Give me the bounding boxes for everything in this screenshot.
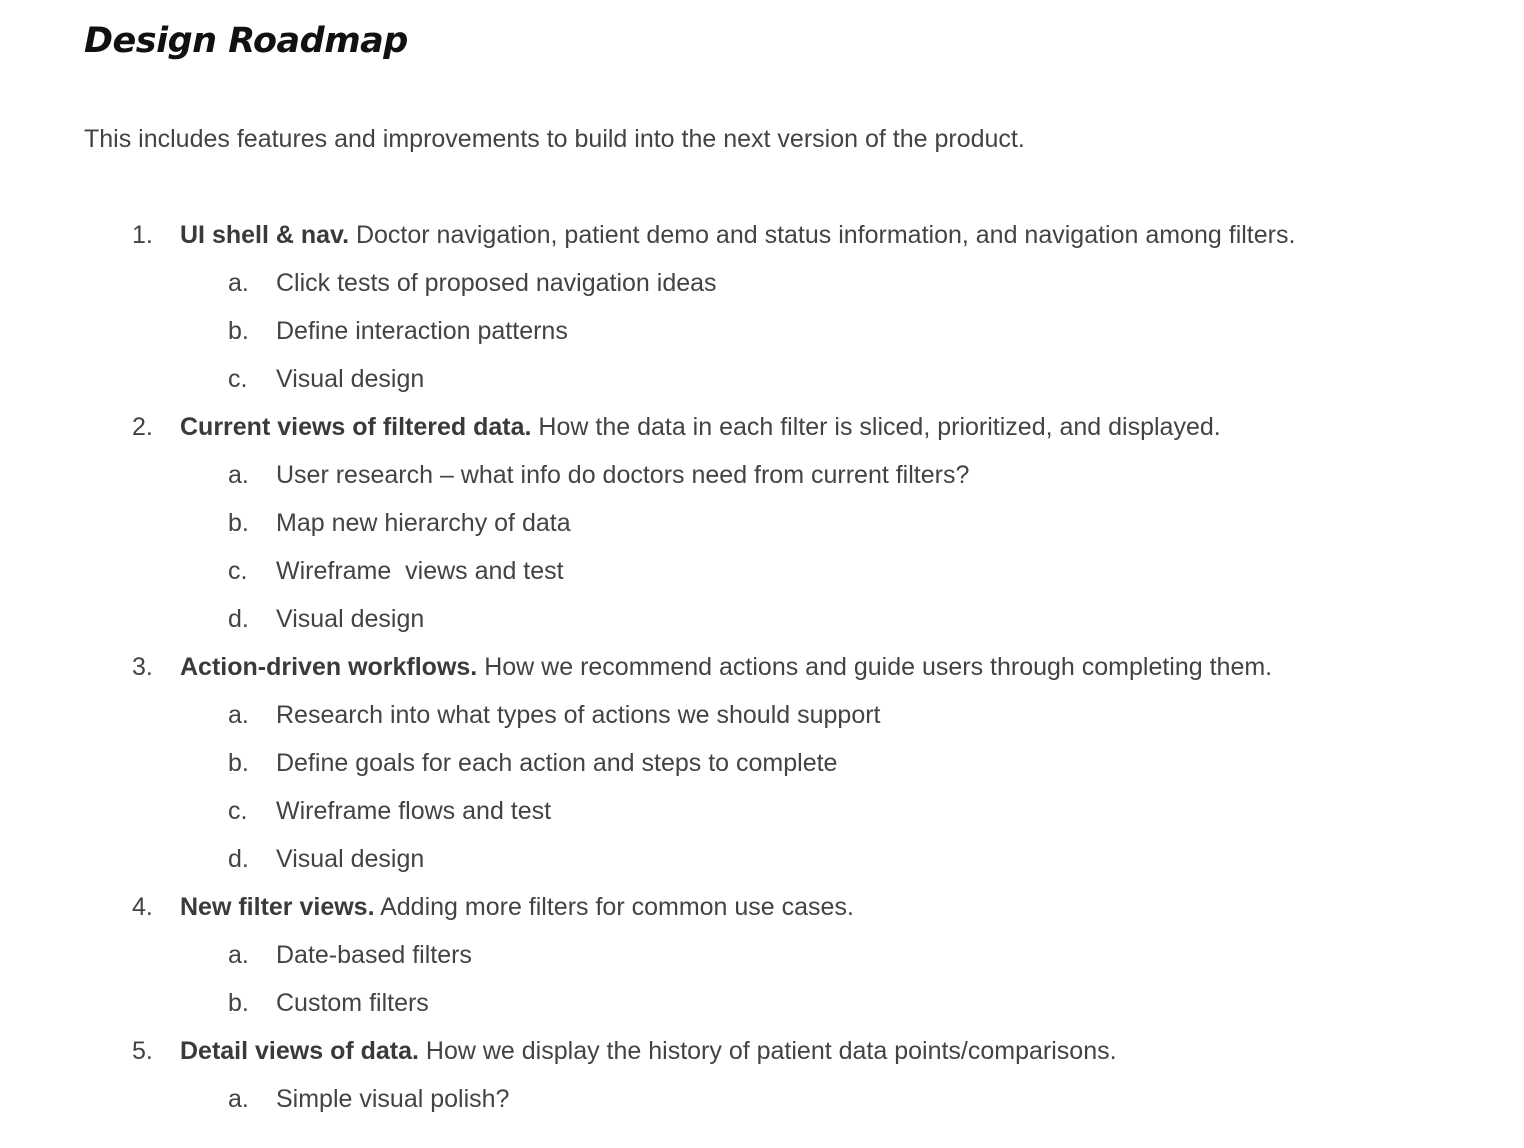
list-item-lead: Current views of filtered data. — [180, 413, 532, 441]
intro-paragraph: This includes features and improvements to build into the next version of the product. — [84, 125, 1025, 153]
list-subitem-text: Visual design — [276, 845, 425, 873]
list-subitem-text: Wireframe flows and test — [276, 797, 552, 825]
list-subitem-letter: a. — [228, 1085, 249, 1113]
list-subitem-text: Visual design — [276, 605, 425, 633]
list-subitem-letter: b. — [228, 317, 249, 345]
list-item-text — [180, 890, 854, 924]
list-subitem-letter: a. — [228, 941, 249, 969]
list-item-lead: Detail views of data. — [180, 1037, 419, 1065]
list-subitem-text: Date-based filters — [276, 941, 472, 969]
list-subitem-text: User research – what info do doctors need from current filters? — [276, 461, 970, 489]
list-subitem-letter: a. — [228, 701, 249, 729]
list-subitem-text: Simple visual polish? — [276, 1085, 510, 1113]
list-item-number: 3. — [132, 653, 153, 681]
list-subitem-letter: a. — [228, 269, 249, 297]
list-subitem-text: Research into what types of actions we should support — [276, 701, 881, 729]
list-item-number: 4. — [132, 893, 153, 921]
list-subitem-text: Visual design — [276, 365, 425, 393]
list-subitem-letter: c. — [228, 365, 248, 393]
list-subitem-letter: c. — [228, 797, 248, 825]
list-item-description: How the data in each filter is sliced, prioritized, and displayed. — [531, 413, 1221, 441]
list-item-text — [180, 410, 1221, 444]
list-subitem-text: Define interaction patterns — [276, 317, 568, 345]
list-item-number: 2. — [132, 413, 153, 441]
list-subitem-letter: b. — [228, 509, 249, 537]
list-subitem-letter: d. — [228, 605, 249, 633]
list-subitem-text: Define goals for each action and steps to complete — [276, 749, 838, 777]
list-subitem-text: Wireframe views and test — [276, 557, 564, 585]
list-subitem-letter: b. — [228, 989, 249, 1017]
list-subitem-letter: d. — [228, 845, 249, 873]
list-item-description: Adding more filters for common use cases. — [374, 893, 854, 921]
list-subitem-text: Custom filters — [276, 989, 429, 1017]
list-subitem-text: Map new hierarchy of data — [276, 509, 571, 537]
list-item-lead: UI shell & nav. — [180, 221, 350, 249]
list-subitem-letter: c. — [228, 557, 248, 585]
list-item-description: Doctor navigation, patient demo and status information, and navigation among filters. — [349, 221, 1296, 249]
list-item-number: 5. — [132, 1037, 153, 1065]
list-subitem-letter: b. — [228, 749, 249, 777]
page-title: Design Roadmap — [84, 21, 408, 61]
list-item-description: How we recommend actions and guide users through completing them. — [477, 653, 1273, 681]
list-item-lead: Action-driven workflows. — [180, 653, 478, 681]
list-item-number: 1. — [132, 221, 153, 249]
list-item-text — [180, 1034, 1117, 1068]
list-item-text — [180, 218, 1295, 252]
list-item-lead: New filter views. — [180, 893, 375, 921]
list-subitem-text: Click tests of proposed navigation ideas — [276, 269, 717, 297]
list-item-text — [180, 650, 1272, 684]
list-subitem-letter: a. — [228, 461, 249, 489]
list-item-description: How we display the history of patient data points/comparisons. — [418, 1037, 1117, 1065]
